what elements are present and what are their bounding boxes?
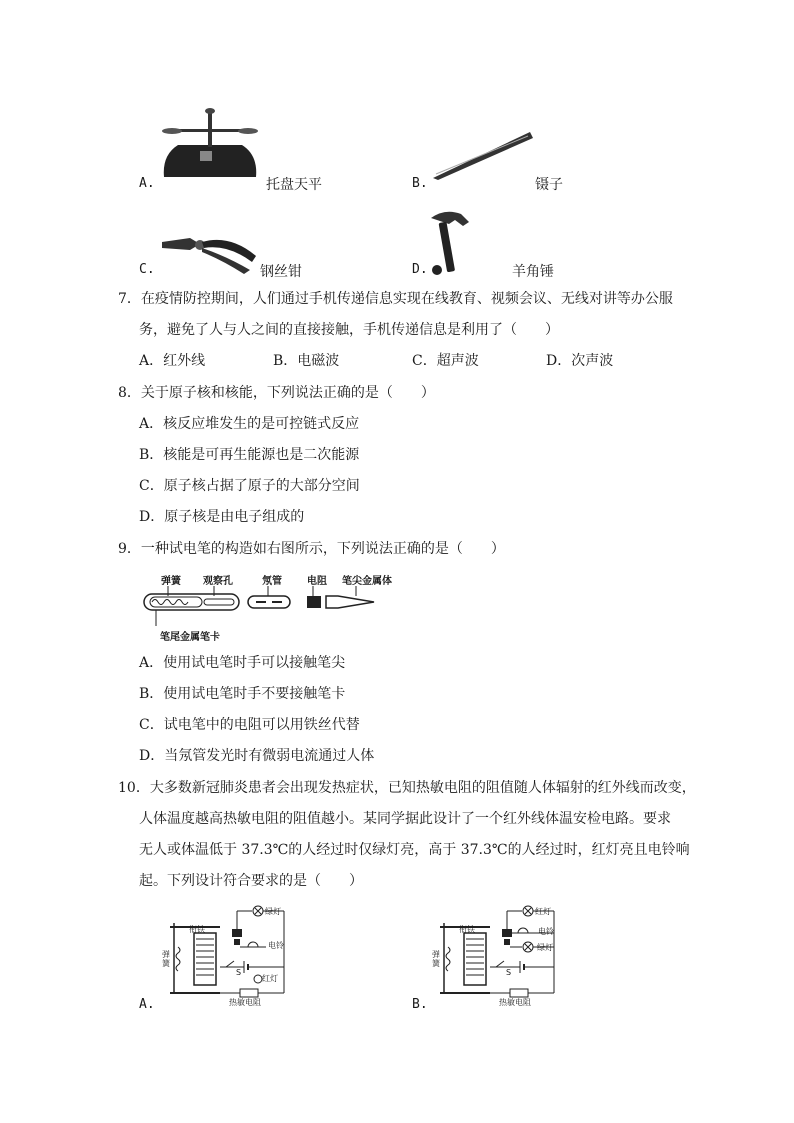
- q9-option-b: B．使用试电笔时手不要接触笔卡: [139, 686, 346, 702]
- q10-stem-line-4: 起。下列设计符合要求的是（ ）: [139, 873, 363, 889]
- circuit-a-diagram: [160, 903, 295, 1003]
- label-clip: 笔尾金属笔卡: [160, 632, 220, 643]
- circuit-a-letter: A.: [139, 997, 155, 1012]
- q7-stem-line-1: 7．在疫情防控期间，人们通过手机传递信息实现在线教育、视频会议、无线对讲等办公服: [118, 291, 673, 307]
- q7-option-a: A．红外线: [139, 353, 206, 369]
- circuit-b-letter: B.: [412, 997, 428, 1012]
- label-resistor: 电阻: [307, 576, 327, 587]
- option-label: 托盘天平: [266, 177, 322, 193]
- circuit-a-magnet-label: 衔铁: [189, 925, 205, 934]
- q10-stem-line-1: 10．大多数新冠肺炎患者会出现发热症状，已知热敏电阻的阻值随人体辐射的红外线而改变，: [118, 780, 696, 796]
- circuit-a-bottom-lamp-label: 红灯: [262, 974, 278, 983]
- circuit-b-magnet-label: 衔铁: [459, 925, 475, 934]
- claw-hammer-icon: [425, 208, 475, 278]
- q9-option-d: D．当氖管发光时有微弱电流通过人体: [139, 748, 375, 764]
- q10-stem-line-2: 人体温度越高热敏电阻的阻值越小。某同学据此设计了一个红外线体温安检电路。要求: [139, 811, 671, 827]
- circuit-b-switch-label: S: [506, 968, 512, 977]
- option-letter: C.: [139, 262, 155, 277]
- q9-option-a: A．使用试电笔时手可以接触笔尖: [139, 655, 346, 671]
- circuit-b-spring-label: 弹簧: [432, 950, 440, 968]
- circuit-a-thermistor-label: 热敏电阻: [229, 998, 261, 1007]
- q7-option-d: D．次声波: [546, 353, 614, 369]
- circuit-b-bottom-lamp-label: 绿灯: [537, 943, 553, 952]
- q8-stem: 8．关于原子核和核能，下列说法正确的是（ ）: [118, 385, 435, 401]
- option-label: 羊角锤: [512, 264, 554, 280]
- q8-option-d: D．原子核是由电子组成的: [139, 509, 305, 525]
- option-label: 钢丝钳: [260, 264, 302, 280]
- tweezers-icon: [430, 128, 535, 183]
- q7-option-c: C．超声波: [412, 353, 479, 369]
- q8-option-a: A．核反应堆发生的是可控链式反应: [139, 416, 360, 432]
- pliers-icon: [160, 230, 260, 275]
- label-tip: 笔尖金属体: [342, 576, 392, 587]
- q9-option-c: C．试电笔中的电阻可以用铁丝代替: [139, 717, 360, 733]
- q10-stem-line-3: 无人或体温低于 37.3℃的人经过时仅绿灯亮，高于 37.3℃的人经过时，红灯亮且电铃响: [139, 842, 690, 858]
- option-label: 镊子: [535, 177, 563, 193]
- circuit-a-top-lamp-label: 绿灯: [265, 907, 281, 916]
- option-letter: D.: [412, 262, 428, 277]
- circuit-a-spring-label: 弹簧: [162, 950, 170, 968]
- label-window: 观察孔: [203, 576, 233, 587]
- label-spring: 弹簧: [161, 576, 181, 587]
- test-pen-drawing: [142, 586, 382, 630]
- circuit-a-bell-label: 电铃: [268, 941, 284, 950]
- circuit-b-thermistor-label: 热敏电阻: [499, 998, 531, 1007]
- label-neon: 氖管: [262, 576, 282, 587]
- option-letter: B.: [412, 176, 428, 191]
- option-letter: A.: [139, 176, 155, 191]
- circuit-a-switch-label: S: [236, 968, 242, 977]
- q8-option-b: B．核能是可再生能源也是二次能源: [139, 447, 360, 463]
- q9-stem: 9．一种试电笔的构造如右图所示，下列说法正确的是（ ）: [118, 541, 505, 557]
- q7-stem-line-2: 务，避免了人与人之间的直接接触，手机传递信息是利用了（ ）: [139, 322, 559, 338]
- circuit-b-bell-label: 电铃: [538, 927, 554, 936]
- q7-option-b: B．电磁波: [273, 353, 340, 369]
- circuit-b-top-lamp-label: 红灯: [535, 907, 551, 916]
- q8-option-c: C．原子核占据了原子的大部分空间: [139, 478, 360, 494]
- circuit-b-diagram: [430, 903, 565, 1003]
- balance-scale-icon: [160, 105, 260, 185]
